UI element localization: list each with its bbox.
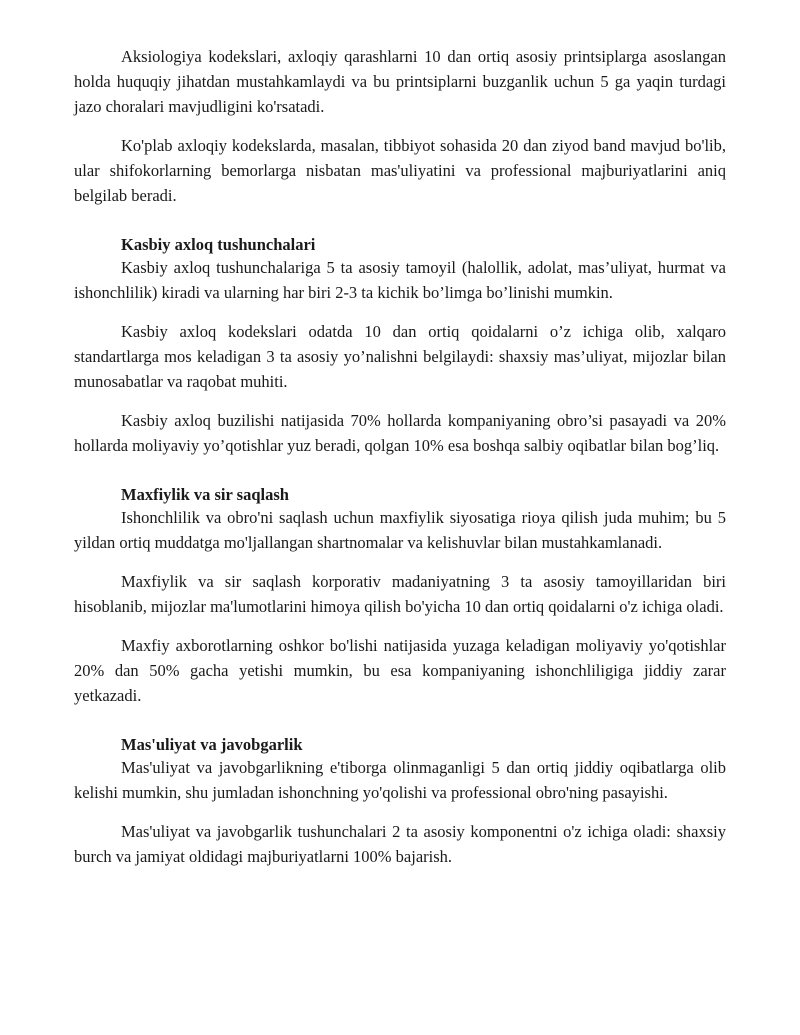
section-heading: Maxfiylik va sir saqlash xyxy=(121,485,289,504)
section-heading: Kasbiy axloq tushunchalari xyxy=(121,235,316,254)
paragraph: Kasbiy axloq kodekslari odatda 10 dan ortiq qoidalarni o’z ichiga olib, xalqaro standartlarga mos keladigan 3 ta asosiy yo’nalishni belgilaydi: shaxsiy mas’uliyat, mijozlar bilan munosabatlar va raqobat muhiti. xyxy=(74,322,726,391)
document-page xyxy=(74,0,726,869)
paragraph: Mas'uliyat va javobgarlikning e'tiborga olinmaganligi 5 dan ortiq jiddiy oqibatlarga olib kelishi mumkin, shu jumladan ishonchning yo'qolishi va professional obro'ning pasayishi. xyxy=(74,758,726,802)
paragraph: Aksiologiya kodekslari, axloqiy qarashlarni 10 dan ortiq asosiy printsiplarga asoslangan holda huquqiy jihatdan mustahkamlaydi va bu printsiplarni buzganlik uchun 5 ga yaqin turdagi jazo choralari mavjudligini ko'rsatadi. xyxy=(74,47,726,116)
paragraph: Mas'uliyat va javobgarlik tushunchalari 2 ta asosiy komponentni o'z ichiga oladi: shaxsiy burch va jamiyat oldidagi majburiyatlarni 100% bajarish. xyxy=(74,822,726,866)
paragraph: Ishonchlilik va obro'ni saqlash uchun maxfiylik siyosatiga rioya qilish juda muhim; bu 5 yildan ortiq muddatga mo'ljallangan shartnomalar va kelishuvlar bilan mustahkamlanadi. xyxy=(74,508,726,552)
paragraph: Kasbiy axloq buzilishi natijasida 70% hollarda kompaniyaning obro’si pasayadi va 20% hollarda moliyaviy yo’qotishlar yuz beradi, qolgan 10% esa boshqa salbiy oqibatlar bilan bog’liq. xyxy=(74,411,726,455)
paragraph: Kasbiy axloq tushunchalariga 5 ta asosiy tamoyil (halollik, adolat, mas’uliyat, hurmat va ishonchlilik) kiradi va ularning har biri 2-3 ta kichik bo’limga bo’linishi mumkin. xyxy=(74,258,726,302)
paragraph: Maxfiylik va sir saqlash korporativ madaniyatning 3 ta asosiy tamoyillaridan biri hisoblanib, mijozlar ma'lumotlarini himoya qilish bo'yicha 10 dan ortiq qoidalarni o'z ichiga oladi. xyxy=(74,572,726,616)
section-heading: Mas'uliyat va javobgarlik xyxy=(121,735,303,754)
paragraph: Ko'plab axloqiy kodekslarda, masalan, tibbiyot sohasida 20 dan ziyod band mavjud bo'lib, ular shifokorlarning bemorlarga nisbatan mas'uliyatini va professional majburiyatlarini aniq belgilab beradi. xyxy=(74,136,726,205)
paragraph: Maxfiy axborotlarning oshkor bo'lishi natijasida yuzaga keladigan moliyaviy yo'qotishlar 20% dan 50% gacha yetishi mumkin, bu esa kompaniyaning ishonchliligiga jiddiy zarar yetkazadi. xyxy=(74,636,726,705)
